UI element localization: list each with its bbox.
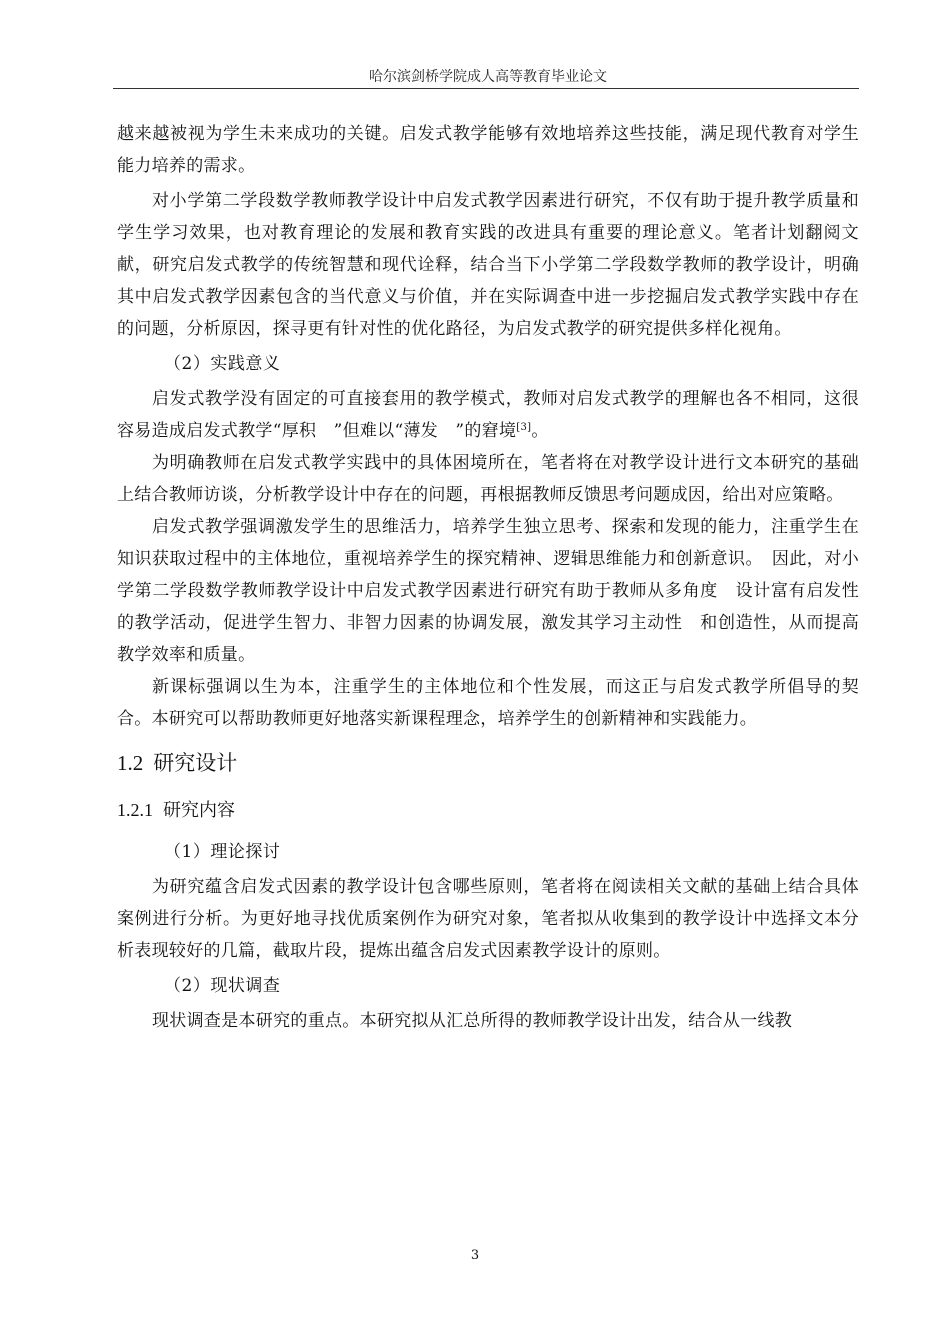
- section-heading: [117, 741, 859, 785]
- subsection-text: （2）现状调查: [164, 976, 281, 996]
- subsection-label: [117, 836, 859, 868]
- subsection-text: （2）实践意义: [164, 354, 281, 374]
- paragraph: 新课标强调以生为本，注重学生的主体地位和个性发展，而这正与启发式教学所倡导的契合。本研究可以帮助教师更好地落实新课程理念，培养学生的创新精神和实践能力。: [117, 677, 859, 729]
- section-number: 1.2: [117, 751, 144, 775]
- page-number: 3: [470, 1248, 480, 1263]
- paragraph: 启发式教学强调激发学生的思维活力，培养学生独立思考、探索和发现的能力，注重学生在知识获取过程中的主体地位，重视培养学生的探究精神、逻辑思维能力和创新意识。 因此，对小学第二学段数学教师教学设计中启发式教学因素进行研究有助于教师从多角度 设计富有启发性的教学活动，促进学生智力、非智力因素的协调发展，激发其学习主动性 和创造性，从而提高教学效率和质量。: [117, 517, 859, 665]
- paragraph: 对小学第二学段数学教师教学设计中启发式教学因素进行研究，不仅有助于提升教学质量和学生学习效果，也对教育理论的发展和教育实践的改进具有重要的理论意义。笔者计划翻阅文献，研究启发式教学的传统智慧和现代诠释，结合当下小学第二学段数学教师的教学设计，明确其中启发式教学因素包含的当代意义与价值，并在实际调查中进一步挖掘启发式教学实践中存在的问题，分析原因，探寻更有针对性的优化路径，为启发式教学的研究提供多样化视角。: [117, 191, 859, 339]
- paragraph: 为明确教师在启发式教学实践中的具体困境所在，笔者将在对教学设计进行文本研究的基础上结合教师访谈，分析教学设计中存在的问题，再根据教师反馈思考问题成因，给出对应策略。: [117, 453, 859, 505]
- paragraph: 为研究蕴含启发式因素的教学设计包含哪些原则，笔者将在阅读相关文献的基础上结合具体案例进行分析。为更好地寻找优质案例作为研究对象，笔者拟从收集到的教学设计中选择文本分析表现较好的几篇，截取片段，提炼出蕴含启发式因素教学设计的原则。: [117, 877, 859, 961]
- subsection-number: 1.2.1: [117, 800, 153, 820]
- subsection-text: （1）理论探讨: [164, 842, 281, 862]
- section-title: 研究设计: [153, 751, 238, 775]
- document-body: [117, 118, 859, 1037]
- paragraph: [117, 383, 859, 447]
- paragraph: 现状调查是本研究的重点。本研究拟从汇总所得的教师教学设计出发，结合从一线教: [152, 1011, 793, 1031]
- paragraph-end: 。: [531, 421, 549, 441]
- running-header: 哈尔滨剑桥学院成人高等教育毕业论文: [369, 69, 607, 85]
- subsection-label: [117, 970, 859, 1002]
- subsection-heading: [117, 789, 859, 832]
- subsection-label: [117, 348, 859, 380]
- header-rule: [113, 88, 859, 89]
- citation-ref: [3]: [516, 422, 532, 433]
- subsection-title: 研究内容: [163, 800, 235, 821]
- paragraph: 越来越被视为学生未来成功的关键。启发式教学能够有效地培养这些技能，满足现代教育对学生能力培养的需求。: [117, 124, 859, 176]
- paragraph-text: 启发式教学没有固定的可直接套用的教学模式，教师对启发式教学的理解也各不相同，这很容易造成启发式教学“厚积 ”但难以“薄发 ”的窘境: [117, 389, 859, 441]
